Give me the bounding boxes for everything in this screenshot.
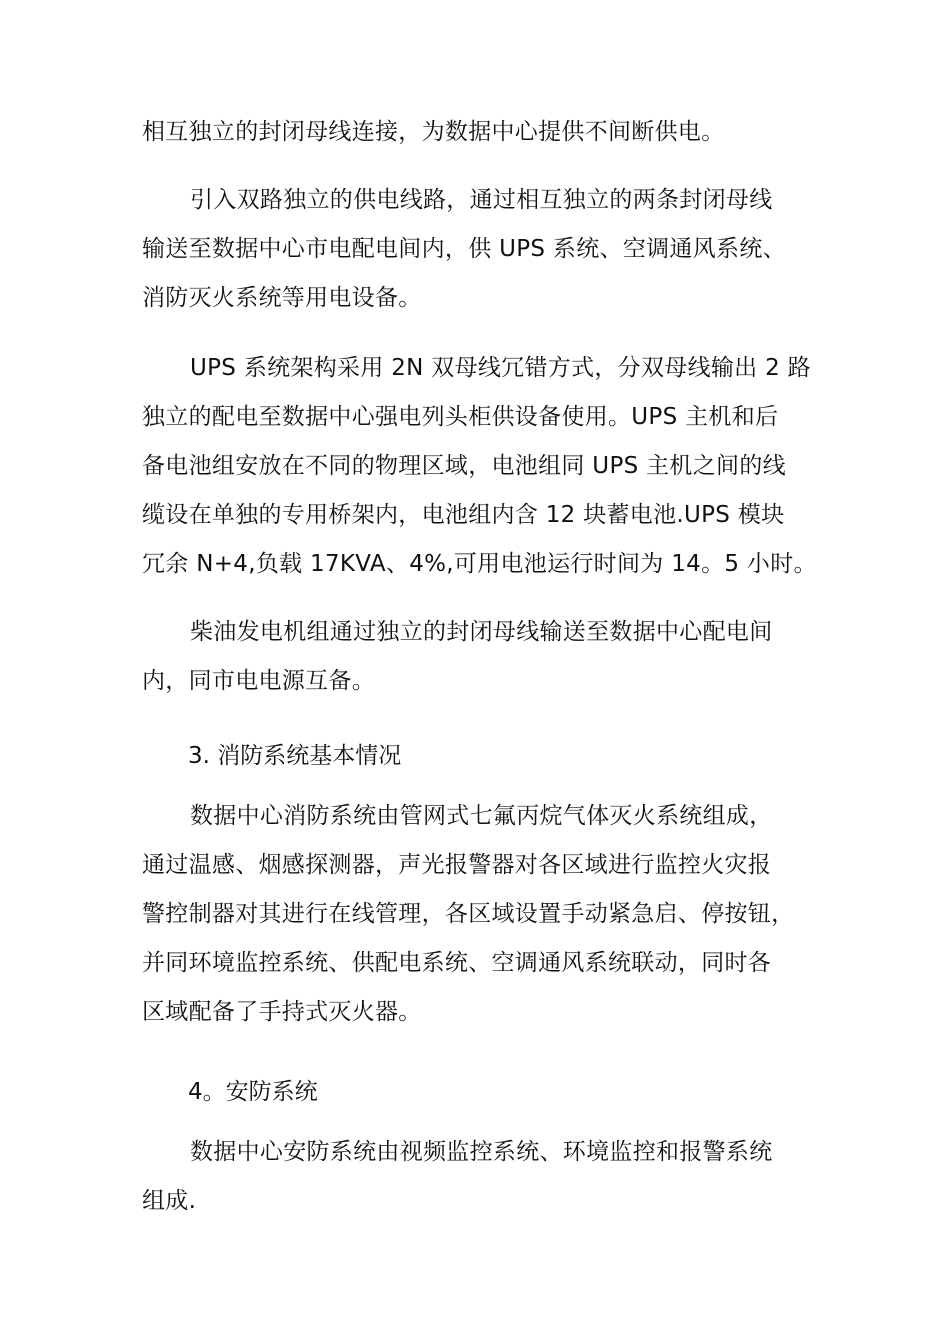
paragraph-line: 数据中心消防系统由管网式七氟丙烷气体灭火系统组成，: [190, 803, 773, 829]
paragraph-line: 区域配备了手持式灭火器。: [142, 999, 422, 1025]
paragraph-line: 独立的配电至数据中心强电列头柜供设备使用。UPS 主机和后: [142, 404, 779, 430]
paragraph-fire-system: [142, 792, 810, 1037]
paragraph-dual-supply: [142, 176, 810, 323]
paragraph-line: 冗余 N+4,负载 17KVA、4%,可用电池运行时间为 14。5 小时。: [142, 551, 817, 577]
paragraph-line: 组成.: [142, 1188, 197, 1214]
paragraph-security-system: [142, 1128, 810, 1226]
paragraph-line: 数据中心安防系统由视频监控系统、环境监控和报警系统: [190, 1139, 773, 1165]
paragraph-line: UPS 系统架构采用 2N 双母线冗错方式，分双母线输出 2 路: [190, 355, 811, 381]
section-heading-security: 4。安防系统: [188, 1079, 318, 1105]
paragraph-line: 通过温感、烟感探测器，声光报警器对各区域进行监控火灾报: [142, 852, 772, 878]
paragraph-line: 柴油发电机组通过独立的封闭母线输送至数据中心配电间: [190, 619, 773, 645]
paragraph-line: 缆设在单独的专用桥架内，电池组内含 12 块蓄电池.UPS 模块: [142, 502, 785, 528]
paragraph-diesel-generator: [142, 608, 810, 706]
paragraph-line: 内，同市电电源互备。: [142, 668, 375, 694]
paragraph-line: 并同环境监控系统、供配电系统、空调通风系统联动，同时各: [142, 950, 772, 976]
paragraph-line: 备电池组安放在不同的物理区域，电池组同 UPS 主机之间的线: [142, 453, 786, 479]
section-heading-fire-protection: 3. 消防系统基本情况: [188, 743, 402, 769]
paragraph-line: 输送至数据中心市电配电间内，供 UPS 系统、空调通风系统、: [142, 236, 786, 262]
paragraph-line: 消防灭火系统等用电设备。: [142, 285, 422, 311]
paragraph-power-continuity: [142, 108, 810, 157]
paragraph-line: 相互独立的封闭母线连接，为数据中心提供不间断供电。: [142, 119, 725, 145]
paragraph-line: 警控制器对其进行在线管理，各区域设置手动紧急启、停按钮，: [142, 901, 795, 927]
paragraph-line: 引入双路独立的供电线路，通过相互独立的两条封闭母线: [190, 187, 773, 213]
paragraph-ups-architecture: [142, 344, 817, 589]
